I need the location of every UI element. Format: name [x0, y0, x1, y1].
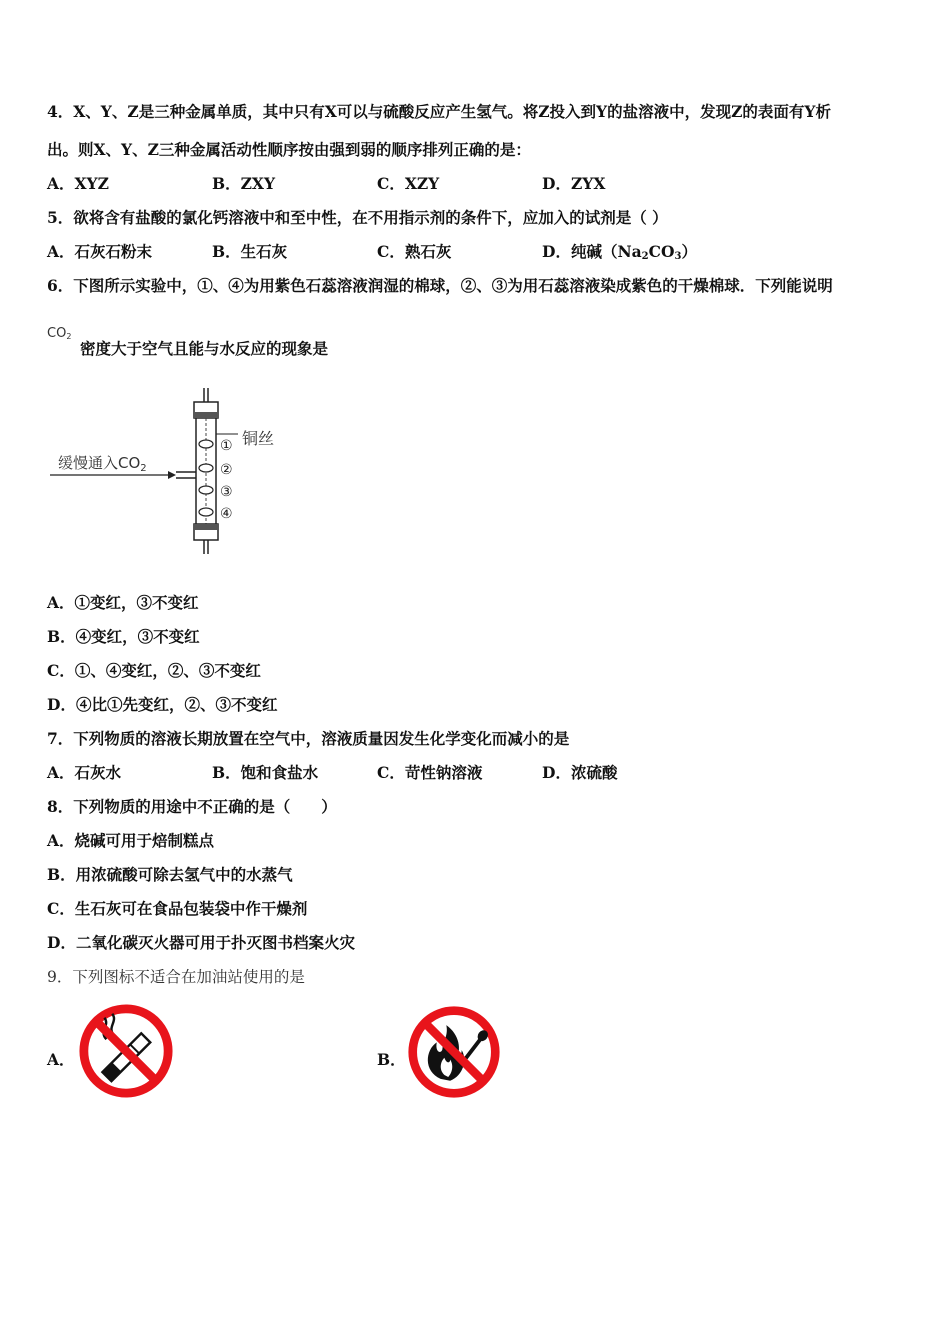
q5-option-c: C．熟石灰	[377, 242, 452, 261]
q8-option-c: C．生石灰可在食品包装袋中作干燥剂	[47, 899, 308, 918]
q6-apparatus-figure	[50, 388, 290, 556]
q4-option-b: B．ZXY	[212, 174, 276, 193]
q4-option-a: A．XYZ	[47, 174, 109, 193]
q6-stem-line2: 密度大于空气且能与水反应的现象是	[80, 339, 329, 358]
inlet-label: 缓慢通入$CO_2$	[58, 454, 147, 474]
q6-stem-line1: 6．下图所示实验中，①、④为用紫色石蕊溶液润湿的棉球，②、③为用石蕊溶液染成紫色的干燥棉球．下列能说明	[47, 276, 833, 295]
q4-stem-line1: 4．X、Y、Z是三种金属单质，其中只有X可以与硫酸反应产生氢气。将Z投入到Y的盐溶液中，发现Z的表面有Y析	[47, 102, 831, 121]
cotton-ball-3	[199, 486, 213, 494]
q4-stem-line2: 出。则X、Y、Z三种金属活动性顺序按由强到弱的顺序排列正确的是：	[47, 140, 531, 159]
q7-option-c: C．苛性钠溶液	[377, 763, 483, 782]
cotton-ball-4	[199, 508, 213, 516]
cotton-ball-2	[199, 464, 213, 472]
q6-option-b: B．④变红，③不变红	[47, 627, 200, 646]
q5-option-b: B．生石灰	[212, 242, 288, 261]
q8-option-b: B．用浓硫酸可除去氢气中的水蒸气	[47, 865, 293, 884]
no-smoking-icon	[76, 1002, 176, 1100]
no-open-flame-icon	[405, 1004, 503, 1100]
q8-option-a: A．烧碱可用于焙制糕点	[47, 831, 215, 850]
q5-option-d: D．纯碱$(Na_2CO_3)$	[542, 242, 697, 262]
q4-option-d: D．ZYX	[542, 174, 606, 193]
q9-option-a-label: A．	[47, 1050, 75, 1069]
q6-co2-label: $CO_2$	[47, 326, 72, 341]
q7-option-b: B．饱和食盐水	[212, 763, 319, 782]
q8-stem: 8．下列物质的用途中不正确的是（ ）	[47, 797, 337, 816]
q8-option-d: D．二氧化碳灭火器可用于扑灭图书档案火灾	[47, 933, 355, 952]
ball-label-1: ①	[220, 438, 233, 454]
q6-option-a: A．①变红，③不变红	[47, 593, 199, 612]
q5-option-a: A．石灰石粉末	[47, 242, 153, 261]
ball-label-2: ②	[220, 462, 233, 478]
q7-option-d: D．浓硫酸	[542, 763, 618, 782]
ball-label-4: ④	[220, 506, 233, 522]
q9-option-b-label: B．	[377, 1050, 406, 1069]
q7-option-a: A．石灰水	[47, 763, 122, 782]
q4-option-c: C．XZY	[377, 174, 440, 193]
q7-stem: 7．下列物质的溶液长期放置在空气中，溶液质量因发生化学变化而减小的是	[47, 729, 570, 748]
copper-wire-label: 铜丝	[242, 429, 275, 448]
cotton-ball-1	[199, 440, 213, 448]
q9-stem: 9．下列图标不适合在加油站使用的是	[47, 968, 305, 986]
q6-option-d: D．④比①先变红，②、③不变红	[47, 695, 278, 714]
q5-stem: 5．欲将含有盐酸的氯化钙溶液中和至中性，在不用指示剂的条件下，应加入的试剂是（ ）	[47, 208, 668, 227]
q6-option-c: C．①、④变红，②、③不变红	[47, 661, 261, 680]
ball-label-3: ③	[220, 484, 233, 500]
